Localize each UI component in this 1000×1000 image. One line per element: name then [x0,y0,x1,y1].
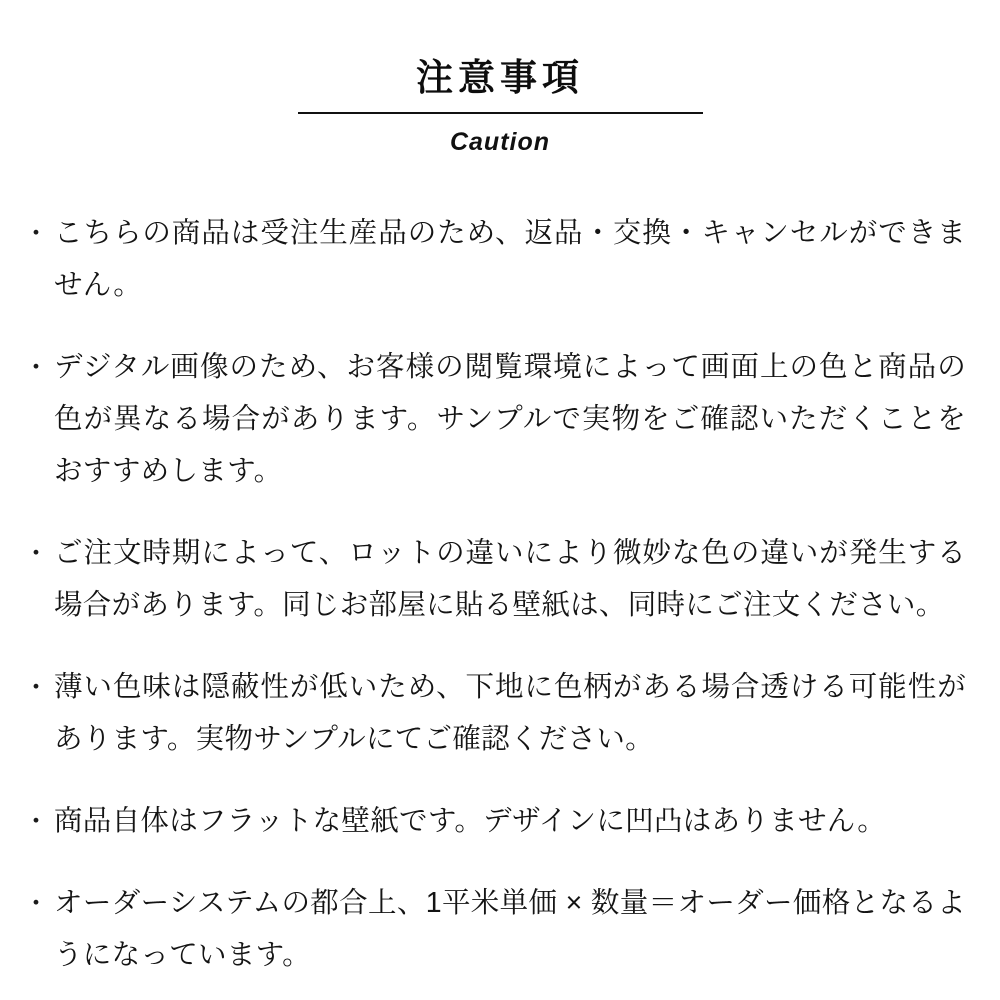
bullet-icon: ・ [22,218,49,249]
bullet-icon: ・ [22,888,49,919]
caution-text: 商品自体はフラットな壁紙です。デザインに凹凸はありません。 [54,805,887,838]
list-item [18,341,970,497]
bullet-icon: ・ [22,672,49,703]
caution-text: 薄い色味は隠蔽性が低いため、下地に色柄がある場合透ける可能性があります。実物サンプルにてご確認ください。 [54,671,966,756]
page-subtitle: Caution [449,128,551,157]
list-item [18,207,970,311]
bullet-icon: ・ [22,352,49,383]
page-title: 注意事項 [416,57,584,98]
caution-list [0,207,1000,981]
bullet-icon: ・ [22,806,49,837]
list-item [18,527,970,631]
caution-text: オーダーシステムの都合上、1平米単価 × 数量＝オーダー価格となるようになっています。 [54,887,966,972]
bullet-icon: ・ [22,538,49,569]
list-item [18,661,970,765]
list-item [18,795,970,847]
caution-text: こちらの商品は受注生産品のため、返品・交換・キャンセルができません。 [54,217,966,302]
caution-text: デジタル画像のため、お客様の閲覧環境によって画面上の色と商品の色が異なる場合があります。サンプルで実物をご確認いただくことをおすすめします。 [54,351,966,488]
title-divider [298,112,703,114]
caution-text: ご注文時期によって、ロットの違いにより微妙な色の違いが発生する場合があります。同じお部屋に貼る壁紙は、同時にご注文ください。 [54,537,966,622]
list-item [18,877,970,981]
page-header [0,0,1000,157]
